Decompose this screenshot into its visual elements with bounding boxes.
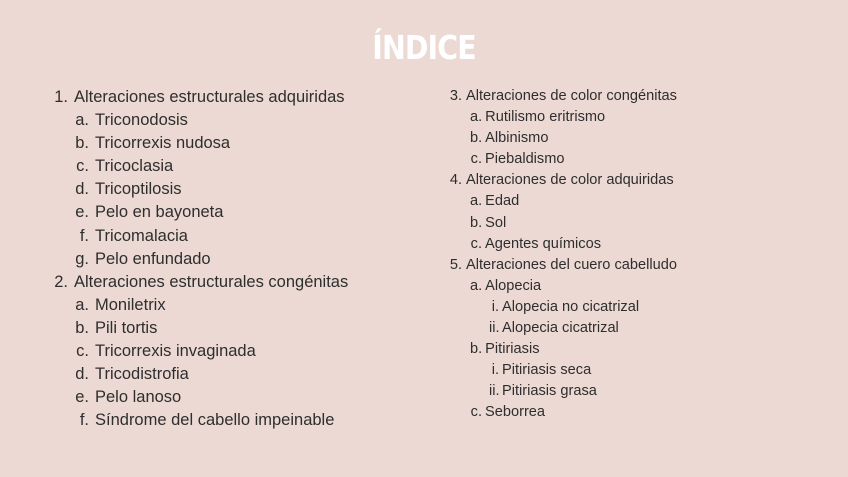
index-marker: c. [470, 235, 482, 252]
index-item [449, 276, 677, 297]
index-item [54, 132, 348, 155]
index-item-text: Pelo enfundado [95, 249, 211, 268]
index-item [449, 255, 677, 276]
index-item [449, 149, 677, 170]
index-item-text: Tricoptilosis [95, 180, 182, 199]
index-item-text: Piebaldismo [485, 151, 565, 168]
index-marker: i. [491, 362, 499, 379]
index-item [449, 318, 677, 339]
index-item [54, 386, 348, 409]
index-item-text: Seborrea [485, 404, 546, 421]
index-marker: c. [76, 342, 89, 361]
index-marker: 3. [449, 88, 462, 104]
index-item-text: Alteraciones de color congénitas [466, 88, 677, 104]
index-marker: c. [76, 157, 89, 176]
index-list-right [449, 86, 677, 424]
index-marker: a. [470, 193, 483, 210]
index-marker: 5. [449, 256, 462, 273]
index-marker: b. [470, 214, 483, 231]
index-marker: g. [75, 249, 89, 268]
index-item [54, 109, 348, 132]
index-marker: ii. [489, 320, 500, 337]
index-item-text: Alteraciones de color adquiridas [466, 172, 674, 189]
index-item-text: Síndrome del cabello impeinable [95, 411, 335, 430]
index-item-text: Sol [485, 214, 507, 231]
index-item-text: Pili tortis [95, 318, 158, 337]
index-item-text: Alteraciones estructurales congénitas [74, 272, 349, 291]
index-marker: f. [79, 226, 89, 245]
index-item [449, 170, 677, 191]
index-marker: a. [470, 277, 483, 294]
index-item-text: Moniletrix [95, 295, 166, 314]
index-item [54, 340, 348, 363]
index-item [449, 402, 677, 423]
index-item [54, 248, 348, 271]
index-item-text: Pelo lanoso [95, 388, 182, 407]
index-item [54, 363, 348, 386]
index-item-text: Agentes químicos [485, 235, 602, 252]
index-item-text: Alopecia no cicatrizal [502, 298, 640, 315]
index-item-text: Pitiriasis [485, 341, 540, 358]
index-item-text: Alopecia [485, 277, 542, 294]
index-item-text: Alteraciones estructurales adquiridas [74, 88, 345, 106]
index-marker: b. [470, 341, 483, 358]
index-marker: c. [470, 151, 482, 168]
index-item [54, 225, 348, 248]
page-title: ÍNDICE [372, 28, 476, 67]
index-item-text: Tricoclasia [95, 157, 174, 176]
index-item [54, 271, 348, 294]
index-item-text: Albinismo [485, 130, 549, 147]
index-marker: 4. [449, 172, 462, 189]
index-list-left [54, 86, 348, 432]
index-marker: 1. [54, 88, 68, 106]
index-item [449, 107, 677, 128]
index-item [54, 294, 348, 317]
index-item-text: Pitiriasis seca [502, 362, 592, 379]
index-marker: d. [75, 365, 89, 384]
index-marker: a. [470, 109, 483, 126]
index-item-text: Pitiriasis grasa [502, 383, 597, 400]
index-marker: e. [75, 388, 89, 407]
index-item-text: Alopecia cicatrizal [502, 320, 619, 337]
index-marker: a. [75, 111, 89, 130]
index-item [54, 178, 348, 201]
index-item [449, 213, 677, 234]
index-item [449, 234, 677, 255]
index-item-text: Rutilismo eritrismo [485, 109, 606, 126]
index-marker: e. [75, 203, 89, 222]
index-item-text: Tricorrexis nudosa [95, 134, 231, 153]
index-item-text: Edad [485, 193, 520, 210]
index-item [54, 155, 348, 178]
index-item [449, 360, 677, 381]
index-item [54, 201, 348, 224]
index-item [449, 191, 677, 212]
index-marker: b. [75, 318, 89, 337]
index-item-text: Triconodosis [95, 111, 188, 130]
index-item [449, 86, 677, 107]
index-item [449, 128, 677, 149]
index-item-text: Tricodistrofia [95, 365, 189, 384]
index-marker: f. [79, 411, 89, 430]
index-marker: 2. [54, 272, 68, 291]
index-item-text: Pelo en bayoneta [95, 203, 224, 222]
index-marker: c. [470, 404, 482, 421]
index-item-text: Alteraciones del cuero cabelludo [466, 256, 677, 273]
index-marker: ii. [489, 383, 500, 400]
index-item [54, 409, 348, 432]
index-item [449, 297, 677, 318]
index-item-text: Tricorrexis invaginada [95, 342, 256, 361]
index-item [54, 317, 348, 340]
index-marker: b. [470, 130, 483, 147]
index-marker: b. [75, 134, 89, 153]
index-marker: d. [75, 180, 89, 199]
index-item-text: Tricomalacia [95, 226, 188, 245]
index-item [449, 339, 677, 360]
index-item [54, 86, 348, 109]
index-item [449, 381, 677, 402]
index-marker: i. [491, 298, 499, 315]
index-marker: a. [75, 295, 89, 314]
